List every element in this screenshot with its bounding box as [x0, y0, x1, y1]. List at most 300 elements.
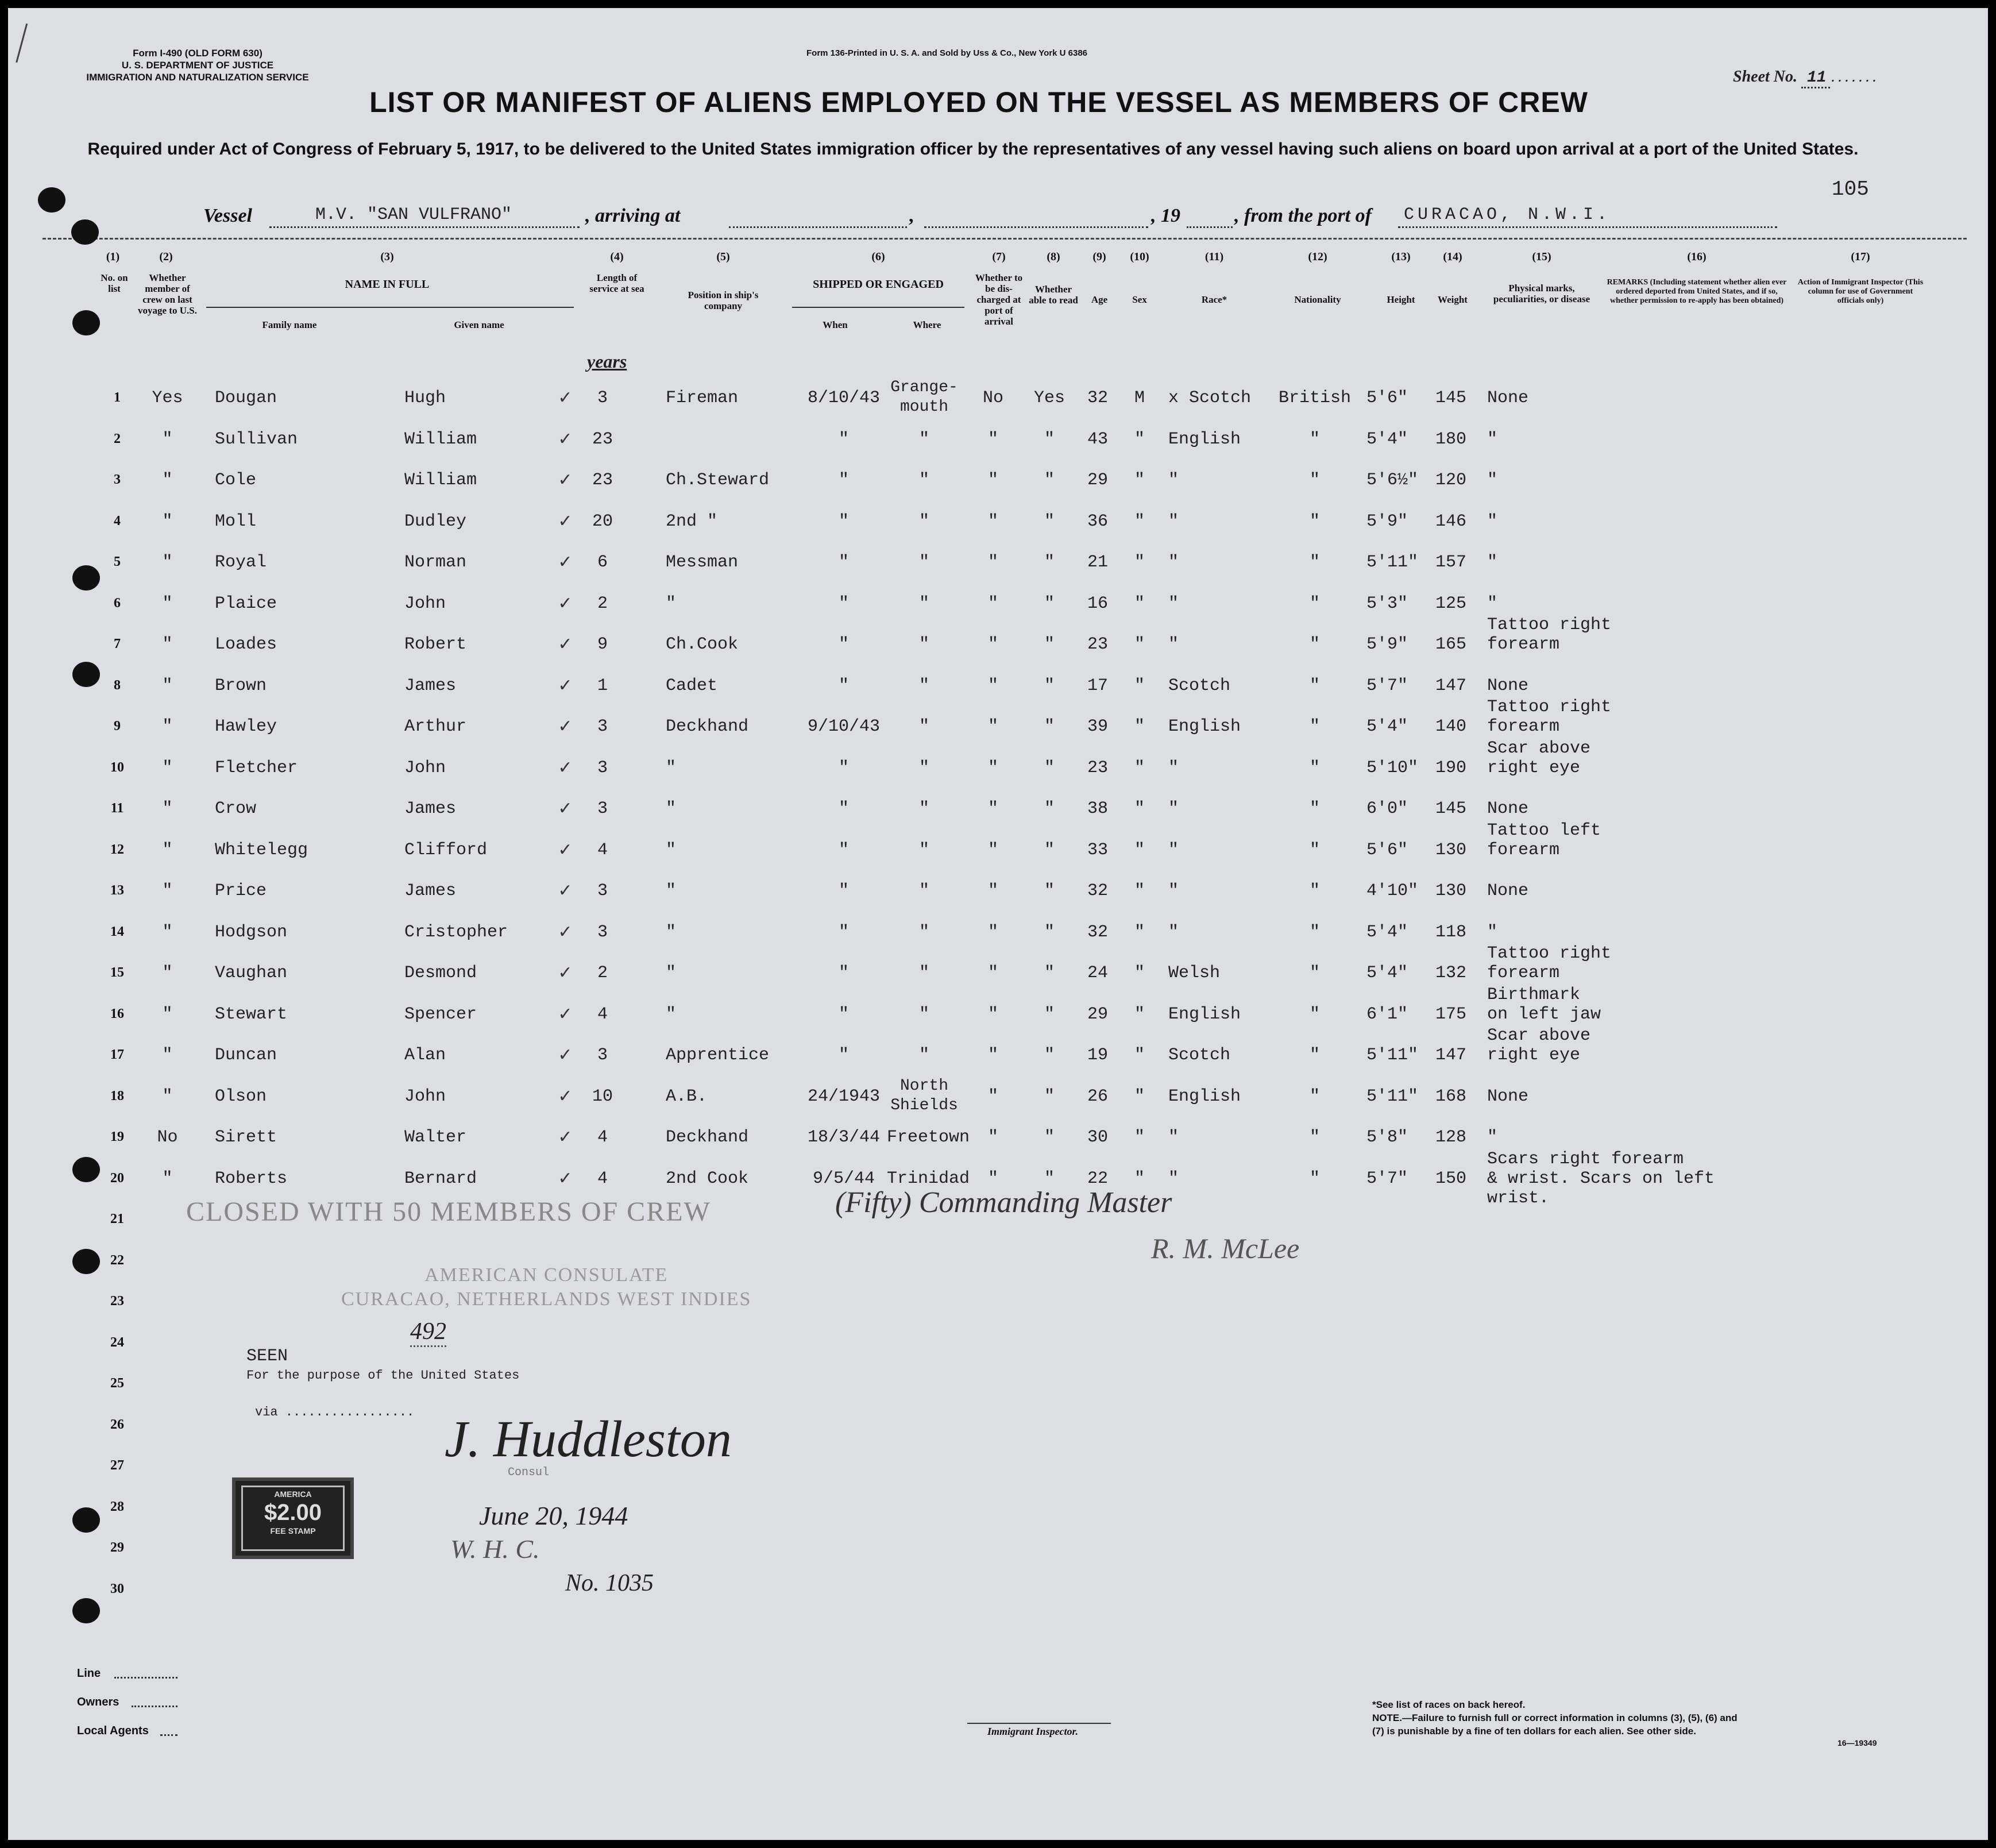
cell-weight: 132 — [1435, 963, 1467, 983]
col-subheading: Given name — [454, 319, 504, 330]
cell-race: " — [1168, 1128, 1179, 1147]
col-num: (17) — [1851, 250, 1870, 263]
cell-family: Hawley — [215, 717, 277, 736]
cell-nationality: " — [1309, 922, 1320, 942]
cell-marks: None — [1487, 388, 1529, 408]
cell-service: 3 — [597, 717, 608, 736]
cell-discharged: " — [987, 1086, 998, 1106]
cell-weight: 190 — [1435, 758, 1467, 778]
cell-sex: " — [1134, 1168, 1145, 1189]
cell-when: 8/10/43 — [807, 388, 881, 408]
cell-marks: Tattoo right forearm — [1487, 615, 1612, 654]
department: U. S. DEPARTMENT OF JUSTICE — [121, 60, 274, 71]
cell-sex: " — [1134, 429, 1145, 449]
cell-sex: " — [1134, 963, 1145, 983]
col-heading: Whether to be dis-charged at port of arrival — [975, 272, 1023, 327]
cell-given: John — [404, 593, 446, 614]
line-number: 9 — [114, 719, 121, 734]
cell-when: " — [838, 1004, 849, 1024]
cell-marks: Scars right forearm & wrist. Scars on left wrist. — [1487, 1149, 1715, 1208]
cell-prev: " — [162, 1168, 173, 1189]
cell-sex: " — [1134, 1004, 1145, 1024]
cell-service: 3 — [597, 1045, 608, 1065]
cell-service: 3 — [597, 388, 608, 408]
cell-check: ✓ — [558, 634, 573, 654]
cell-discharged: " — [987, 593, 998, 614]
cell-when: " — [838, 470, 849, 490]
cell-family: Royal — [215, 553, 267, 572]
cell-marks: None — [1487, 881, 1529, 901]
cell-discharged: " — [987, 1168, 998, 1189]
cell-service: 4 — [597, 1004, 608, 1024]
line-number: 10 — [110, 759, 124, 775]
cell-height: 6'1" — [1366, 1004, 1408, 1024]
cell-discharged: " — [987, 635, 998, 654]
cell-read: " — [1044, 717, 1055, 736]
cell-when: " — [838, 553, 849, 572]
cell-position: " — [666, 922, 677, 942]
col-heading: Whether member of crew on last voyage to U.S. — [138, 272, 197, 316]
cell-where: " — [918, 553, 929, 572]
consulate-stamp — [341, 1263, 751, 1311]
via-label: via ................. — [255, 1405, 415, 1419]
cell-given: Spencer — [404, 1004, 477, 1024]
cell-race: English — [1168, 429, 1241, 449]
col-num: (3) — [380, 250, 394, 263]
cell-check: ✓ — [558, 798, 573, 819]
cell-age: 29 — [1087, 1004, 1108, 1024]
cell-race: " — [1168, 799, 1179, 819]
col-num: (11) — [1204, 250, 1224, 263]
page-number: 105 — [1832, 178, 1869, 201]
cell-position: " — [666, 799, 677, 819]
line-number: 6 — [114, 595, 121, 611]
line-number: 29 — [110, 1540, 124, 1555]
cell-sex: " — [1134, 1045, 1145, 1065]
cell-when: 24/1943 — [807, 1086, 881, 1106]
cell-check: ✓ — [558, 1168, 573, 1189]
cell-nationality: " — [1309, 963, 1320, 983]
line-number: 12 — [110, 842, 124, 857]
cell-family: Vaughan — [215, 963, 288, 983]
cell-discharged: " — [987, 799, 998, 819]
sheet-number-block: Sheet No. 11 ....... — [1733, 68, 1878, 87]
cell-given: William — [404, 470, 477, 490]
cell-nationality: " — [1309, 635, 1320, 654]
col-num: (10) — [1130, 250, 1149, 263]
cell-nationality: " — [1309, 1168, 1320, 1189]
col-heading: Sex — [1132, 294, 1147, 305]
cell-race: " — [1168, 593, 1179, 614]
cell-family: Price — [215, 881, 267, 901]
cell-service: 23 — [592, 429, 613, 449]
cell-where: " — [918, 840, 929, 860]
cell-service: 4 — [597, 840, 608, 860]
cell-position: Ch.Cook — [666, 635, 739, 654]
cell-weight: 120 — [1435, 470, 1467, 490]
cell-prev: " — [162, 717, 173, 736]
cell-where: " — [918, 593, 929, 614]
cell-discharged: " — [987, 881, 998, 901]
col-heading: Physical marks, peculiarities, or disease — [1493, 283, 1590, 304]
col-heading: Age — [1091, 294, 1108, 305]
cell-marks: None — [1487, 676, 1529, 696]
cell-age: 32 — [1087, 388, 1108, 408]
cell-service: 2 — [597, 963, 608, 983]
cell-service: 3 — [597, 922, 608, 942]
cell-where: " — [918, 799, 929, 819]
cell-where: Grange- mouth — [890, 379, 958, 416]
cell-position: Cadet — [666, 676, 718, 696]
cell-family: Crow — [215, 799, 257, 819]
cell-discharged: No — [982, 388, 1003, 408]
cell-height: 5'9" — [1366, 635, 1408, 654]
cell-read: " — [1044, 553, 1055, 572]
line-number: 30 — [110, 1581, 124, 1596]
cell-position: Apprentice — [666, 1045, 770, 1065]
col-heading: Whether able to read — [1029, 284, 1078, 306]
master-name-signature: R. M. McLee — [1151, 1232, 1300, 1264]
cell-age: 36 — [1087, 511, 1108, 531]
fee-number: No. 1035 — [565, 1570, 654, 1596]
col-heading: Race* — [1201, 294, 1227, 305]
line-number: 26 — [110, 1417, 124, 1432]
cell-discharged: " — [987, 840, 998, 860]
col-heading: Height — [1387, 294, 1415, 305]
revenue-stamp-value: $2.00 — [264, 1500, 322, 1525]
cell-position: Fireman — [666, 388, 739, 408]
cell-discharged: " — [987, 922, 998, 942]
cell-when: 9/5/44 — [812, 1168, 875, 1189]
cell-sex: " — [1134, 840, 1145, 860]
cell-nationality: " — [1309, 511, 1320, 531]
page-title: LIST OR MANIFEST OF ALIENS EMPLOYED ON THE VESSEL AS MEMBERS OF CREW — [369, 86, 1588, 118]
cell-check: ✓ — [558, 881, 573, 901]
cell-when: 18/3/44 — [807, 1128, 881, 1147]
cell-age: 32 — [1087, 922, 1108, 942]
cell-race: x Scotch — [1168, 388, 1252, 408]
cell-position: " — [666, 593, 677, 614]
cell-marks: None — [1487, 799, 1529, 819]
cell-age: 23 — [1087, 635, 1108, 654]
line-number: 21 — [110, 1212, 124, 1226]
col-num: (4) — [610, 250, 624, 263]
cell-age: 21 — [1087, 553, 1108, 572]
cell-service: 1 — [597, 676, 608, 696]
cell-position: Ch.Steward — [666, 470, 770, 490]
cell-service: 20 — [592, 511, 613, 531]
cell-prev: " — [162, 758, 173, 778]
cell-marks: Tattoo right forearm — [1487, 944, 1612, 983]
cell-height: 5'4" — [1366, 922, 1408, 942]
col-num: (2) — [159, 250, 173, 263]
cell-nationality: " — [1309, 1086, 1320, 1106]
cell-prev: " — [162, 963, 173, 983]
cell-sex: " — [1134, 553, 1145, 572]
footer-owners-label: Owners — [77, 1696, 119, 1708]
cell-family: Brown — [215, 676, 267, 696]
cell-check: ✓ — [558, 839, 573, 860]
cell-marks: " — [1487, 429, 1498, 449]
cell-race: English — [1168, 1086, 1241, 1106]
col-heading: SHIPPED OR ENGAGED — [813, 278, 944, 291]
cell-race: " — [1168, 511, 1179, 531]
line-number: 5 — [114, 554, 121, 569]
cell-sex: " — [1134, 635, 1145, 654]
cell-service: 6 — [597, 553, 608, 572]
cell-age: 22 — [1087, 1168, 1108, 1189]
cell-race: " — [1168, 1168, 1179, 1189]
cell-given: John — [404, 758, 446, 778]
cell-sex: " — [1134, 881, 1145, 901]
cell-nationality: " — [1309, 1045, 1320, 1065]
cell-sex: " — [1134, 1128, 1145, 1147]
cell-marks: " — [1487, 470, 1498, 490]
cell-position: " — [666, 758, 677, 778]
cell-age: 32 — [1087, 881, 1108, 901]
cell-given: James — [404, 676, 457, 696]
cell-nationality: " — [1309, 676, 1320, 696]
cell-race: English — [1168, 717, 1241, 736]
vessel-name: M.V. "SAN VULFRANO" — [315, 205, 512, 225]
col-num: (13) — [1391, 250, 1411, 263]
cell-discharged: " — [987, 1045, 998, 1065]
cell-age: 38 — [1087, 799, 1108, 819]
cell-height: 5'7" — [1366, 676, 1408, 696]
line-number: 7 — [114, 636, 121, 651]
cell-race: " — [1168, 758, 1179, 778]
line-number: 8 — [114, 677, 121, 693]
cell-read: " — [1044, 676, 1055, 696]
cell-check: ✓ — [558, 429, 573, 449]
cell-weight: 165 — [1435, 635, 1467, 654]
cell-where: " — [918, 635, 929, 654]
line-number: 28 — [110, 1499, 124, 1514]
cell-prev: " — [162, 922, 173, 942]
cell-prev: " — [162, 881, 173, 901]
cell-service: 10 — [592, 1086, 613, 1106]
cell-height: 5'7" — [1366, 1168, 1408, 1189]
cell-position: " — [666, 840, 677, 860]
form-header-left — [71, 47, 324, 83]
cell-when: " — [838, 676, 849, 696]
cell-age: 30 — [1087, 1128, 1108, 1147]
cell-read: " — [1044, 511, 1055, 531]
cell-prev: " — [162, 676, 173, 696]
cell-check: ✓ — [558, 511, 573, 531]
cell-nationality: " — [1309, 429, 1320, 449]
cell-discharged: " — [987, 758, 998, 778]
closing-stamp: CLOSED WITH 50 MEMBERS OF CREW — [186, 1197, 711, 1227]
cell-family: Duncan — [215, 1045, 277, 1065]
cell-height: 5'6½" — [1366, 470, 1419, 490]
cell-where: " — [918, 429, 929, 449]
consul-signature: J. Huddleston — [445, 1411, 732, 1468]
cell-prev: " — [162, 635, 173, 654]
cell-nationality: " — [1309, 840, 1320, 860]
cell-sex: " — [1134, 717, 1145, 736]
cell-height: 5'8" — [1366, 1128, 1408, 1147]
cell-nationality: " — [1309, 470, 1320, 490]
revenue-stamp-top: AMERICA — [274, 1490, 312, 1499]
line-number: 19 — [110, 1129, 124, 1144]
cell-given: Walter — [404, 1128, 467, 1147]
cell-service: 3 — [597, 799, 608, 819]
cell-height: 5'4" — [1366, 429, 1408, 449]
cell-service: 3 — [597, 758, 608, 778]
cell-service: 3 — [597, 881, 608, 901]
cell-position: Deckhand — [666, 717, 749, 736]
cell-given: Cristopher — [404, 922, 508, 942]
cell-prev: " — [162, 593, 173, 614]
line-number: 18 — [110, 1088, 124, 1104]
cell-marks: " — [1487, 922, 1498, 942]
cell-read: " — [1044, 1128, 1055, 1147]
cell-sex: " — [1134, 676, 1145, 696]
cell-height: 6'0" — [1366, 799, 1408, 819]
service: IMMIGRATION AND NATURALIZATION SERVICE — [86, 72, 309, 83]
line-number: 24 — [110, 1334, 124, 1350]
line-number: 2 — [114, 431, 121, 446]
cell-weight: 145 — [1435, 388, 1467, 408]
page-subtitle: Required under Act of Congress of February 5, 1917, to be delivered to the United States immigration officer by the representatives of any vessel having such aliens on board upon arrival at a port of the United States. — [87, 140, 1859, 159]
cell-age: 43 — [1087, 429, 1108, 449]
cell-where: Trinidad — [887, 1168, 970, 1189]
col-heading: Length of service at sea — [589, 272, 644, 294]
line-number: 25 — [110, 1376, 124, 1391]
cell-sex: " — [1134, 758, 1145, 778]
cell-marks: " — [1487, 553, 1498, 572]
cell-where: North Shields — [890, 1077, 958, 1114]
cell-check: ✓ — [558, 1045, 573, 1065]
cell-when: " — [838, 840, 849, 860]
col-heading: NAME IN FULL — [345, 278, 430, 291]
cell-prev: " — [162, 1086, 173, 1106]
cell-prev: Yes — [152, 388, 183, 408]
cell-given: Hugh — [404, 388, 446, 408]
cell-when: " — [838, 922, 849, 942]
cell-position: Deckhand — [666, 1128, 749, 1147]
cell-marks: " — [1487, 593, 1498, 614]
col-heading: Weight — [1438, 294, 1468, 305]
cell-age: 29 — [1087, 470, 1108, 490]
cell-read: " — [1044, 881, 1055, 901]
cell-family: Plaice — [215, 593, 277, 614]
cell-when: " — [838, 758, 849, 778]
cell-nationality: " — [1309, 1128, 1320, 1147]
cell-check: ✓ — [558, 757, 573, 778]
cell-prev: " — [162, 1004, 173, 1024]
cell-discharged: " — [987, 963, 998, 983]
cell-family: Cole — [215, 470, 257, 490]
consulate-number: 492 — [410, 1318, 446, 1347]
cell-check: ✓ — [558, 552, 573, 572]
cell-height: 5'4" — [1366, 963, 1408, 983]
cell-where: " — [918, 758, 929, 778]
col-heading: Action of Immigrant Inspector (This column for use of Government officials only) — [1797, 278, 1924, 305]
arriving-label: , arriving at — [585, 205, 681, 226]
cell-check: ✓ — [558, 675, 573, 696]
cell-sex: " — [1134, 1086, 1145, 1106]
cell-given: Arthur — [404, 717, 467, 736]
cell-sex: " — [1134, 470, 1145, 490]
races-note: *See list of races on back hereof. — [1372, 1699, 1526, 1710]
line-number: 17 — [110, 1047, 124, 1062]
cell-height: 5'11" — [1366, 1086, 1419, 1106]
col-num: (6) — [871, 250, 885, 263]
cell-age: 26 — [1087, 1086, 1108, 1106]
cell-height: 5'9" — [1366, 511, 1408, 531]
consulate-line2: CURACAO, NETHERLANDS WEST INDIES — [341, 1288, 752, 1310]
cell-given: James — [404, 799, 457, 819]
cell-discharged: " — [987, 676, 998, 696]
cell-given: Alan — [404, 1045, 446, 1065]
cell-race: Welsh — [1168, 963, 1221, 983]
col-heading: Position in ship's company — [688, 290, 759, 311]
cell-given: James — [404, 881, 457, 901]
cell-sex: " — [1134, 922, 1145, 942]
cell-marks: Scar above right eye — [1487, 738, 1591, 778]
cell-where: " — [918, 470, 929, 490]
cell-read: " — [1044, 799, 1055, 819]
col-heading: Nationality — [1294, 294, 1341, 305]
line-number: 4 — [114, 513, 121, 528]
cell-weight: 140 — [1435, 717, 1467, 736]
cell-family: Dougan — [215, 388, 277, 408]
form-code: 16—19349 — [1837, 1738, 1877, 1747]
port-of-departure: CURACAO, N.W.I. — [1404, 205, 1611, 225]
cell-when: 9/10/43 — [807, 717, 881, 736]
cell-height: 5'10" — [1366, 758, 1419, 778]
cell-position: " — [666, 1004, 677, 1024]
col-num: (12) — [1308, 250, 1327, 263]
cell-given: Robert — [404, 635, 467, 654]
cell-weight: 125 — [1435, 593, 1467, 614]
cell-age: 17 — [1087, 676, 1108, 696]
cell-height: 5'3" — [1366, 593, 1408, 614]
cell-prev: " — [162, 840, 173, 860]
cell-prev: " — [162, 511, 173, 531]
line-number: 3 — [114, 472, 121, 487]
cell-family: Loades — [215, 635, 277, 654]
cell-service: 9 — [597, 635, 608, 654]
cell-discharged: " — [987, 470, 998, 490]
cell-sex: " — [1134, 593, 1145, 614]
cell-race: Scotch — [1168, 1045, 1231, 1065]
cell-when: " — [838, 511, 849, 531]
cell-prev: " — [162, 553, 173, 572]
cell-position: " — [666, 963, 677, 983]
cell-where: " — [918, 717, 929, 736]
cell-when: " — [838, 881, 849, 901]
col-subheading: Family name — [262, 319, 317, 330]
cell-where: " — [918, 963, 929, 983]
cell-given: Bernard — [404, 1168, 477, 1189]
cell-family: Sullivan — [215, 429, 298, 449]
consul-title: Consul — [508, 1466, 550, 1479]
cell-race: " — [1168, 470, 1179, 490]
cell-nationality: " — [1309, 593, 1320, 614]
years-note: years — [587, 351, 627, 372]
col-subheading: When — [823, 319, 848, 330]
cell-when: " — [838, 963, 849, 983]
col-num: (1) — [106, 250, 120, 263]
cell-read: " — [1044, 635, 1055, 654]
cell-family: Roberts — [215, 1168, 288, 1189]
cell-nationality: " — [1309, 717, 1320, 736]
cell-weight: 130 — [1435, 881, 1467, 901]
cell-discharged: " — [987, 511, 998, 531]
